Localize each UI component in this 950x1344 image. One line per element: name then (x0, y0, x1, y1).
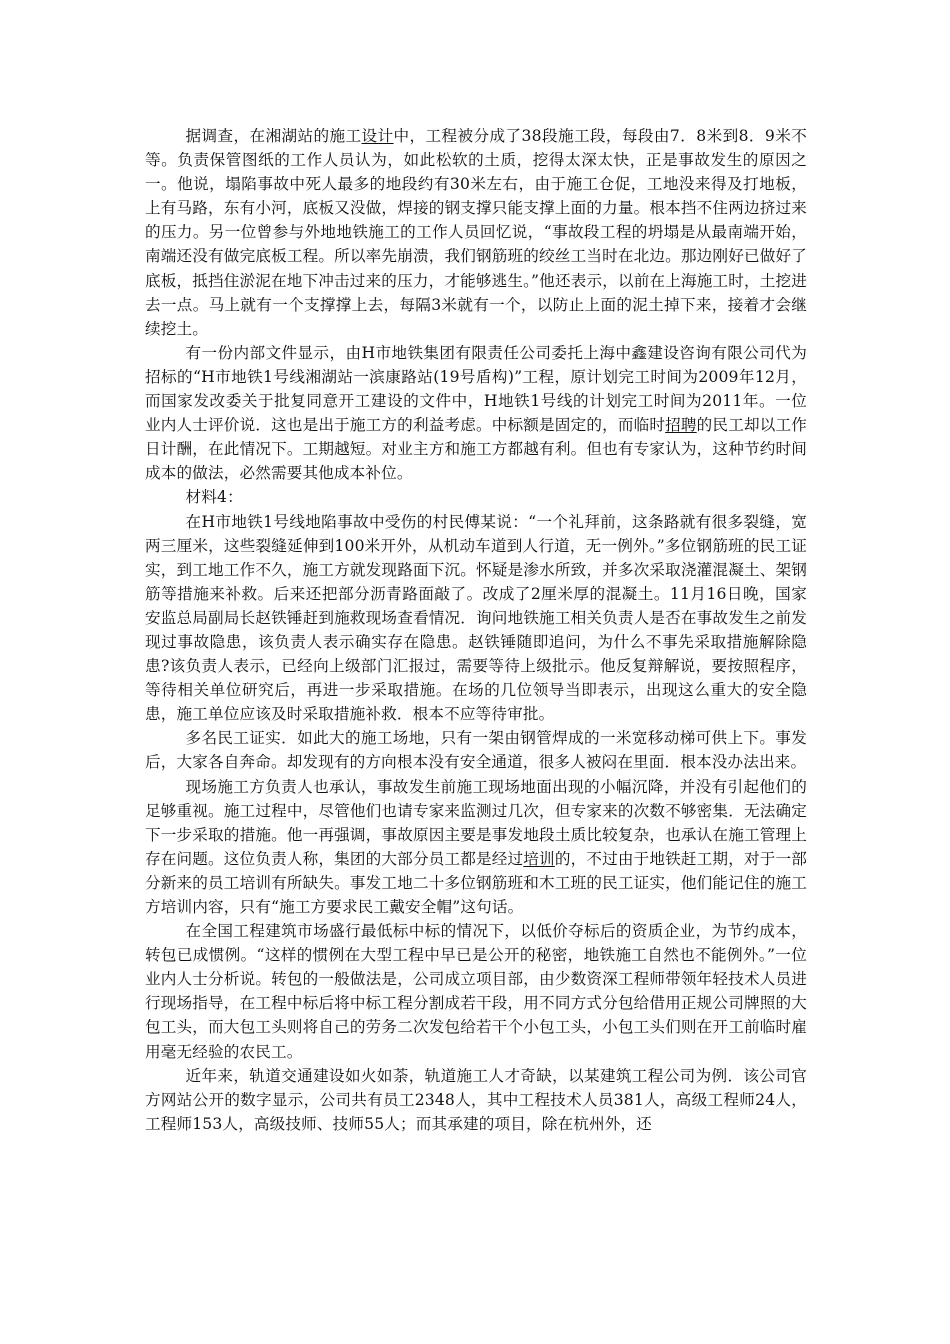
paragraph-investigation (145, 124, 807, 341)
paragraph-site-manager (145, 775, 807, 920)
text-run: 材料4： (185, 488, 243, 507)
paragraph-internal-document (145, 341, 807, 486)
text-run: 的，不过由于地铁赶工期，对于一部分新来的员工培训有所缺失。事发工地二十多位钢筋班和木工班的民工证实，他们能记住的施工方培训内容，只有“施工方要求民工戴安全帽”这句话。 (145, 849, 807, 916)
paragraph-rail-construction (145, 1064, 807, 1136)
text-run: 在全国工程建筑市场盛行最低标中标的情况下，以低价夺标后的资质企业，为节约成本，转包已成惯例。“这样的惯例在大型工程中早已是公开的秘密，地铁施工自然也不能例外。”一位业内人士分析说。转包的一般做法是，公司成立项目部，由少数资深工程师带领年轻技术人员进行现场指导，在工程中标后将中标工程分割成若干段，用不同方式分包给借用正规公司牌照的大包工头，而大包工头则将自己的劳务二次发包给若干个小包工头，小包工头们则在开工前临时雇用毫无经验的农民工。 (145, 922, 807, 1061)
link-recruitment[interactable]: 招聘 (665, 416, 697, 435)
section-heading-material-4 (145, 485, 807, 509)
document-body (145, 124, 807, 1136)
paragraph-subcontracting (145, 919, 807, 1064)
paragraph-villager-testimony (145, 510, 807, 727)
text-run: 近年来，轨道交通建设如火如荼，轨道施工人才奇缺，以某建筑工程公司为例．该公司官方网站公开的数字显示，公司共有员工2348人，其中工程技术人员381人，高级工程师24人，工程师153人，高级技师、技师55人；而其承建的项目，除在杭州外，还 (145, 1066, 807, 1133)
text-run: 的民工却以工作日计酬，在此情况下。工期越短。对业主方和施工方都越有利。但也有专家认为，这种节约时间成本的做法，必然需要其他成本补位。 (145, 416, 807, 483)
text-run: 中，工程被分成了38段施工段，每段由7．8米到8．9米不等。负责保管图纸的工作人员认为，如此松软的土质，挖得太深太快，正是事故发生的原因之一。他说，塌陷事故中死人最多的地段约有30米左右，由于施工仓促，工地没来得及打地板，上有马路，东有小河，底板又没做，焊接的钢支撑只能支撑上面的力量。根本挡不住两边挤过来的压力。另一位曾参与外地地铁施工的工作人员回忆说，“事故段工程的坍塌是从最南端开始，南端还没有做完底板工程。所以率先崩溃，我们钢筋班的绞丝工当时在北边。那边刚好已做好了底板，抵挡住淤泥在地下冲击过来的压力，才能够逃生。”他还表示，以前在上海施工时，土挖进去一点。马上就有一个支撑撑上去，每隔3米就有一个，以防止上面的泥土掉下来，接着才会继续挖土。 (145, 127, 807, 338)
text-run: 现场施工方负责人也承认，事故发生前施工现场地面出现的小幅沉降，并没有引起他们的足够重视。施工过程中，尽管他们也请专家来监测过几次，但专家来的次数不够密集．无法确定下一步采取的措施。他一再强调，事故原因主要是事发地段土质比较复杂，也承认在施工管理上存在问题。这位负责人称，集团的大部分员工都是经过 (145, 777, 807, 868)
text-run: 据调查，在湘湖站的施工 (185, 127, 362, 145)
text-run: 有一份内部文件显示，由H市地铁集团有限责任公司委托上海中鑫建设咨询有限公司代为招标的“H市地铁1号线湘湖站一滨康路站(19号盾构)”工程，原计划完工时间为2009年12月，而国家发改委关于批复同意开工建设的文件中，H地铁1号线的计划完工时间为2011年。一位业内人士评价说．这也是出于施工方的利益考虑。中标额是固定的，而临时 (145, 343, 807, 435)
text-run: 在H市地铁1号线地陷事故中受伤的村民傅某说：“一个礼拜前，这条路就有很多裂缝，宽两三厘米，这些裂缝延伸到100米开外，从机动车道到人行道，无一例外。”多位钢筋班的民工证实，到工地工作不久，施工方就发现路面下沉。怀疑是渗水所致，并多次采取浇灌混凝土、架钢筋等措施来补救。后来还把部分沥青路面敲了。改成了2厘米厚的混凝土。11月16日晚，国家安监总局副局长赵铁锤赶到施救现场查看情况．询问地铁施工相关负责人是否在事故发生之前发现过事故隐患，该负责人表示确实存在隐患。赵铁锤随即追问，为什么不事先采取措施解除隐患?该负责人表示，已经向上级部门汇报过，需要等待上级批示。他反复辩解说，要按照程序，等待相关单位研究后，再进一步采取措施。在场的几位领导当即表示，出现这么重大的安全隐患，施工单位应该及时采取措施补救．根本不应等待审批。 (145, 512, 807, 724)
paragraph-workers-testimony (145, 726, 807, 774)
link-design[interactable]: 设计 (361, 127, 394, 145)
link-training[interactable]: 培训 (523, 849, 555, 868)
text-run: 多名民工证实．如此大的施工场地，只有一架由钢管焊成的一米宽移动梯可供上下。事发后，大家各自奔命。却发现有的方向根本没有安全通道，很多人被闷在里面．根本没办法出来。 (145, 729, 807, 772)
